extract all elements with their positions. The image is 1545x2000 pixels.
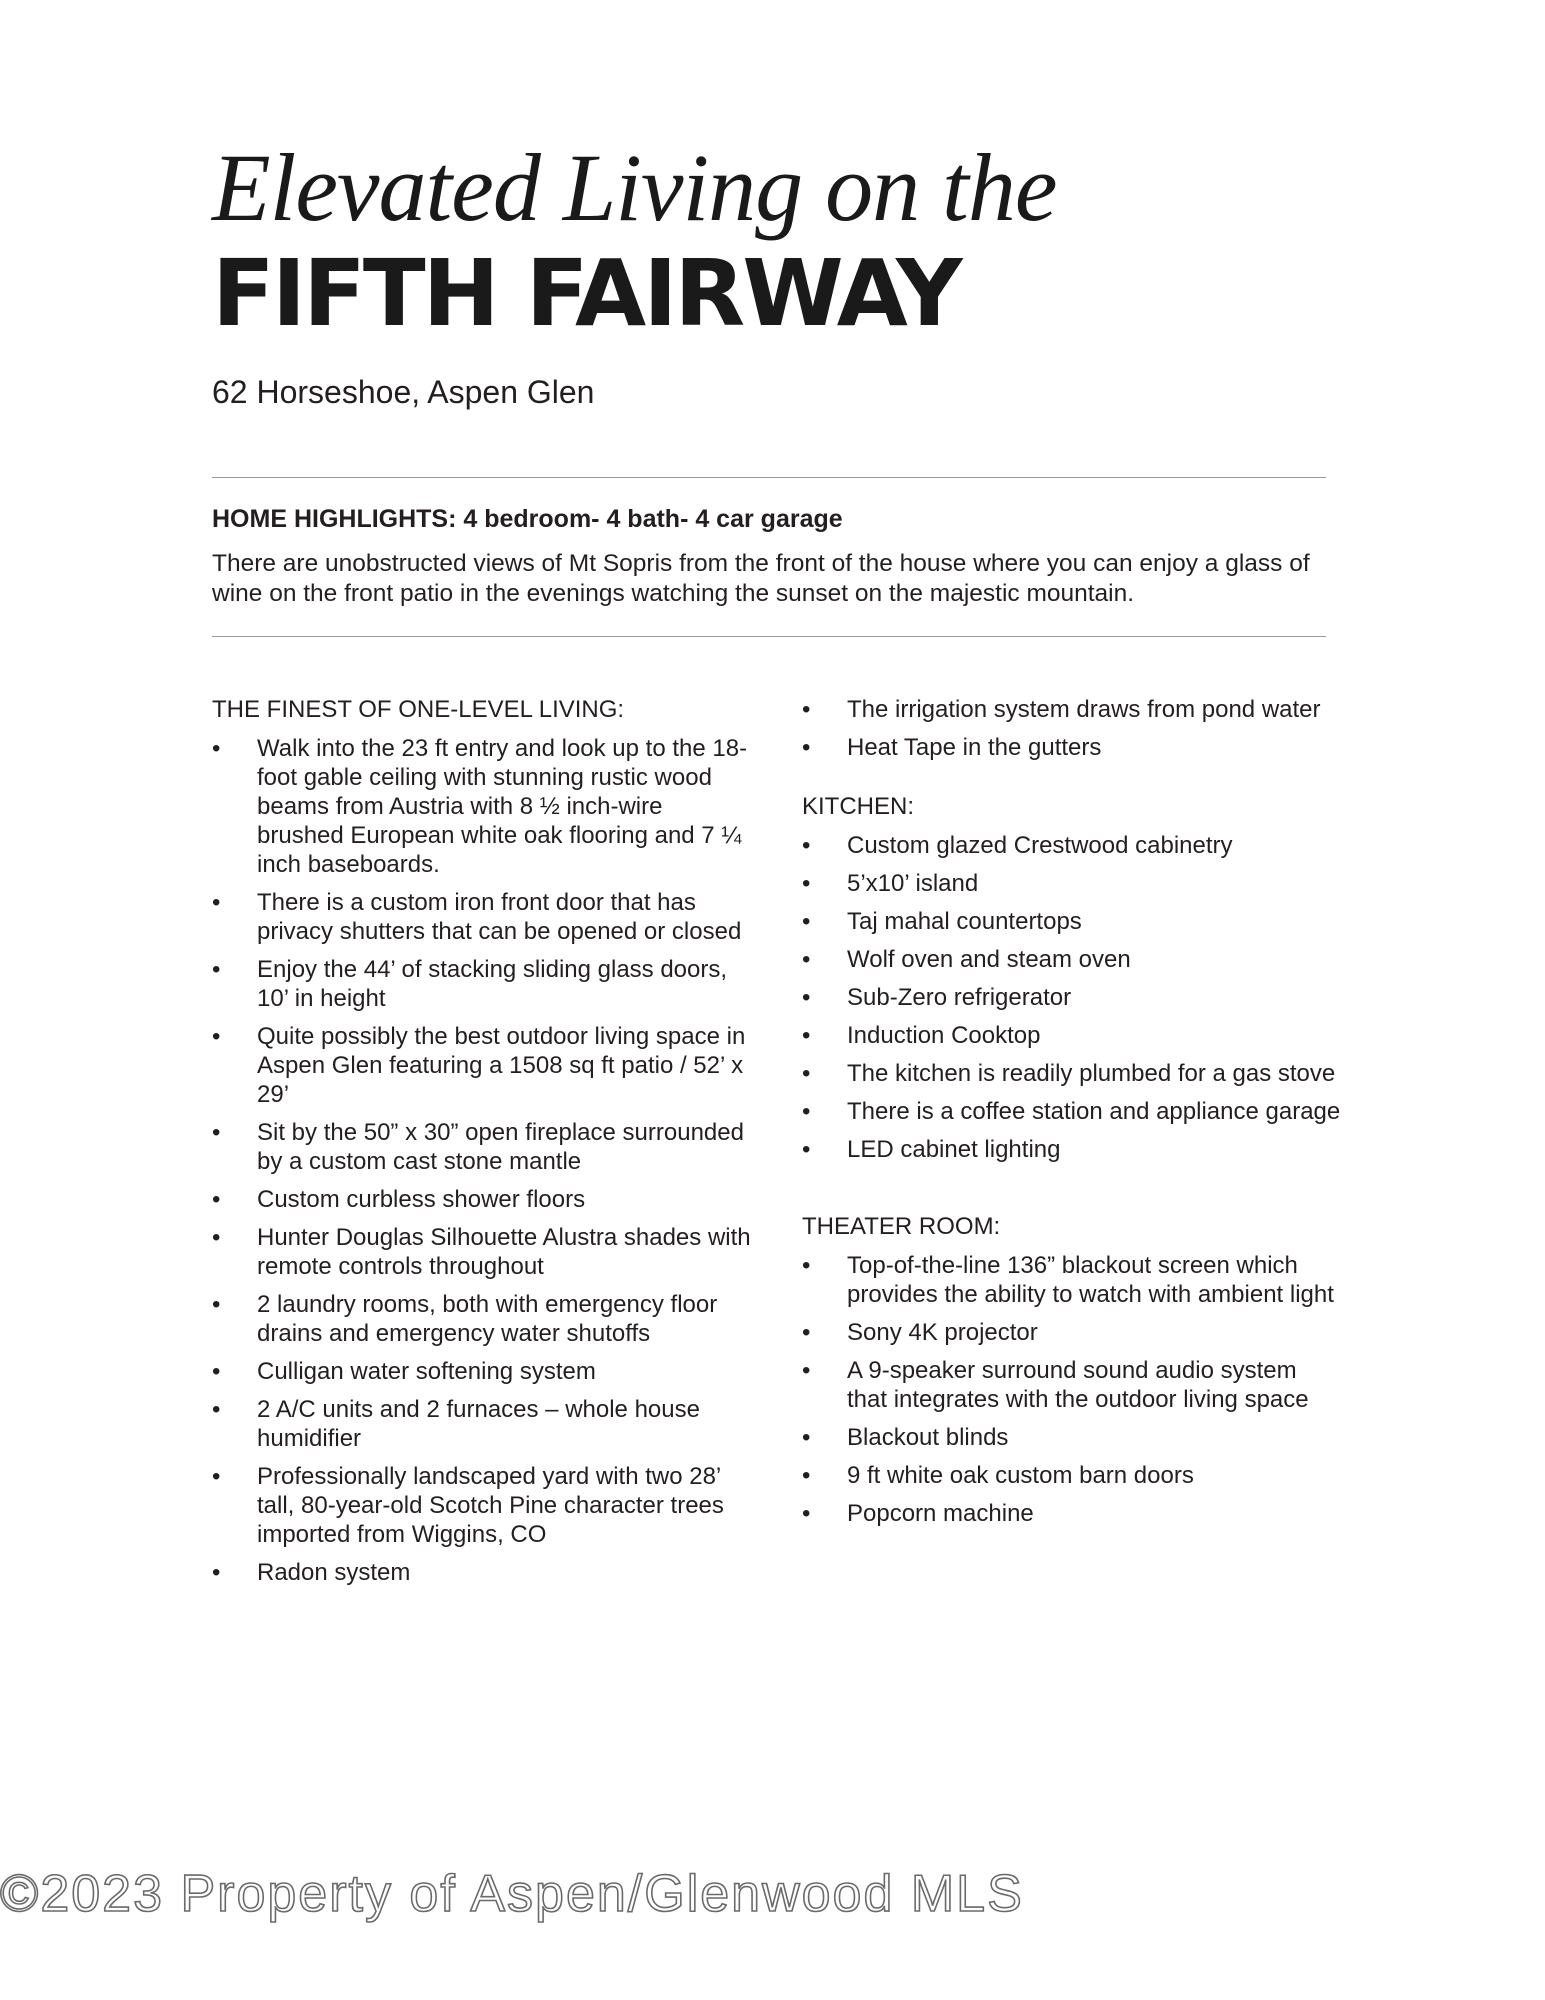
list-item-text: The irrigation system draws from pond water [847,696,1321,723]
theater-list [802,1251,1342,1528]
bullet-icon: • [212,1291,221,1318]
list-item [802,1356,1342,1414]
list-item [212,1118,752,1176]
list-item-text: 9 ft white oak custom barn doors [847,1462,1194,1489]
list-item [212,888,752,946]
list-item [802,1059,1342,1088]
list-item-text: There is a coffee station and appliance garage [847,1098,1341,1125]
bullet-icon: • [802,696,811,723]
list-item [212,1022,752,1109]
bullet-icon: • [212,889,221,916]
list-item-text: Culligan water softening system [257,1358,596,1385]
bullet-icon: • [802,1098,811,1125]
list-item-text: Sub-Zero refrigerator [847,984,1072,1011]
list-item [802,1423,1342,1452]
list-item [212,1223,752,1281]
list-item [212,1290,752,1348]
living-cont-list [802,695,1342,762]
list-item-text: Radon system [257,1559,411,1586]
list-item-text: Wolf oven and steam oven [847,946,1131,973]
list-item-text: Walk into the 23 ft entry and look up to the 18-foot gable ceiling with stunning rustic wood beams from Austria with 8 ½ inch-wire brushed European white oak flooring and 7 ¼ inch baseboards. [257,735,748,878]
bullet-icon: • [212,1119,221,1146]
list-item-text: Blackout blinds [847,1424,1009,1451]
bullet-icon: • [212,1396,221,1423]
bullet-icon: • [212,735,221,762]
bullet-icon: • [802,1060,811,1087]
bullet-icon: • [802,1022,811,1049]
list-item [212,734,752,879]
list-item [212,1558,752,1587]
list-item-text: Taj mahal countertops [847,908,1082,935]
list-item [802,945,1342,974]
list-item-text: The kitchen is readily plumbed for a gas stove [847,1060,1336,1087]
list-item [212,1357,752,1386]
list-item [802,1318,1342,1347]
bullet-icon: • [802,908,811,935]
bullet-icon: • [212,1463,221,1490]
list-item-text: Quite possibly the best outdoor living space in Aspen Glen featuring a 1508 sq ft patio / 52’ x 29’ [257,1023,746,1108]
property-address: 62 Horseshoe, Aspen Glen [212,374,595,410]
right-column [802,695,1342,1528]
left-column [212,695,752,1587]
list-item-text: Custom glazed Crestwood cabinetry [847,832,1233,859]
bullet-icon: • [802,984,811,1011]
divider-top [212,477,1326,478]
list-item [212,1395,752,1453]
section-gap [802,1164,1342,1212]
bullet-icon: • [802,1462,811,1489]
bullet-icon: • [802,946,811,973]
kitchen-list [802,831,1342,1164]
list-item [802,907,1342,936]
list-item [802,695,1342,724]
list-item-text: Popcorn machine [847,1500,1034,1527]
list-item [212,1462,752,1549]
list-item [802,831,1342,860]
highlights-text: There are unobstructed views of Mt Sopris from the front of the house where you can enjoy a glass of wine on the front patio in the evenings watching the sunset on the majestic mountain. [212,550,1310,607]
list-item [802,1251,1342,1309]
section-heading-kitchen: KITCHEN: [802,793,915,820]
list-item-text: Hunter Douglas Silhouette Alustra shades with remote controls throughout [257,1224,751,1280]
bullet-icon: • [212,1559,221,1586]
bullet-icon: • [212,1224,221,1251]
page-title-bold: FIFTH FAIRWAY [212,240,960,347]
list-item [802,1135,1342,1164]
bullet-icon: • [802,1357,811,1384]
bullet-icon: • [802,1424,811,1451]
list-item-text: Sony 4K projector [847,1319,1038,1346]
list-item-text: There is a custom iron front door that has privacy shutters that can be opened or closed [257,889,742,945]
watermark: ©2023 Property of Aspen/Glenwood MLS [0,1865,1024,1923]
section-heading-theater: THEATER ROOM: [802,1213,1001,1240]
list-item-text: Induction Cooktop [847,1022,1041,1049]
bullet-icon: • [802,1319,811,1346]
bullet-icon: • [212,956,221,983]
list-item-text: 2 A/C units and 2 furnaces – whole house humidifier [257,1396,700,1452]
bullet-icon: • [802,734,811,761]
list-item [802,1021,1342,1050]
list-item-text: 2 laundry rooms, both with emergency floor drains and emergency water shutoffs [257,1291,718,1347]
list-item [802,1499,1342,1528]
bullet-icon: • [802,870,811,897]
list-item-text: 5’x10’ island [847,870,979,897]
list-item [802,1097,1342,1126]
bullet-icon: • [802,1252,811,1279]
living-list [212,734,752,1587]
list-item-text: Enjoy the 44’ of stacking sliding glass doors, 10’ in height [257,956,728,1012]
list-item-text: Top-of-the-line 136” blackout screen which provides the ability to watch with ambient light [847,1252,1334,1308]
list-item-text: Custom curbless shower floors [257,1186,586,1213]
section-heading-living: THE FINEST OF ONE-LEVEL LIVING: [212,696,625,723]
list-item [212,1185,752,1214]
list-item-text: Heat Tape in the gutters [847,734,1102,761]
list-item [802,1461,1342,1490]
bullet-icon: • [212,1023,221,1050]
list-item-text: Sit by the 50” x 30” open fireplace surrounded by a custom cast stone mantle [257,1119,744,1175]
list-item-text: LED cabinet lighting [847,1136,1061,1163]
bullet-icon: • [802,1136,811,1163]
list-item [212,955,752,1013]
divider-bottom [212,636,1326,637]
bullet-icon: • [802,1500,811,1527]
section-gap [802,762,1342,792]
list-item [802,983,1342,1012]
highlights-heading: HOME HIGHLIGHTS: 4 bedroom- 4 bath- 4 car garage [212,505,843,533]
bullet-icon: • [802,832,811,859]
list-item-text: A 9-speaker surround sound audio system that integrates with the outdoor living space [847,1357,1309,1413]
list-item-text: Professionally landscaped yard with two 28’ tall, 80-year-old Scotch Pine character trees imported from Wiggins, CO [257,1463,724,1548]
bullet-icon: • [212,1186,221,1213]
bullet-icon: • [212,1358,221,1385]
list-item [802,869,1342,898]
page-title-script: Elevated Living on the [212,134,1057,241]
list-item [802,733,1342,762]
